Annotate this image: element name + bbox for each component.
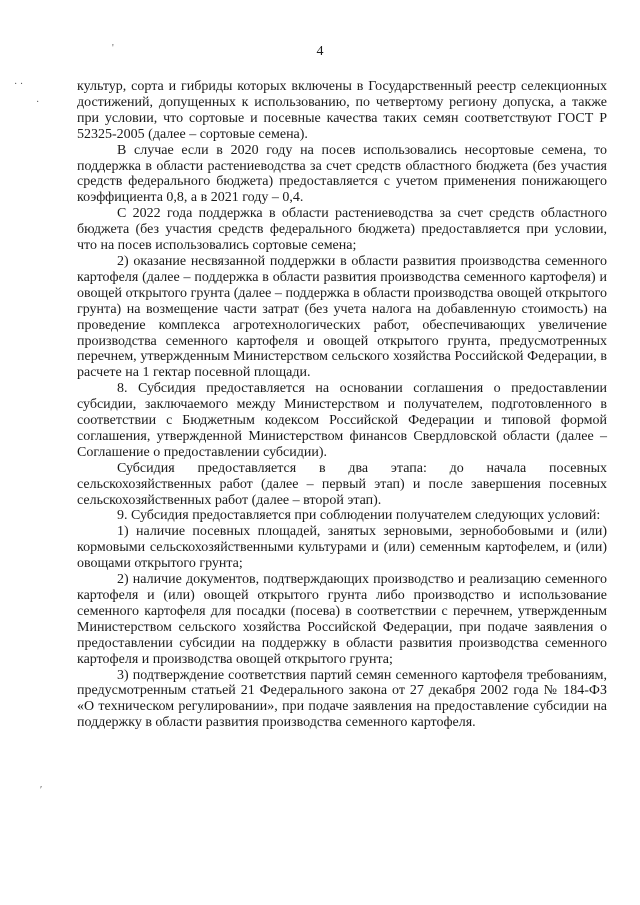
paragraph-4: 2) оказание несвязанной поддержки в области развития производства семенного картофеля (далее – поддержка в области развития производства семенного картофеля) и овощей открытого грунта (далее – поддержка в области производства овощей открытого грунта) на возмещение части затрат (без учета налога на добавленную стоимость) на проведение комплекса агротехнологических работ, обеспечивающих увеличение производства семенного картофеля и овощей открытого грунта, предусмотренных перечнем, утвержденным Министерством сельского хозяйства Российской Федерации, в расчете на 1 гектар посевной площади. [77, 253, 607, 381]
paragraph-3: С 2022 года поддержка в области растениеводства за счет средств областного бюджета (без участия средств федерального бюджета) предоставляется при условии, что на посев использовались сортовые семена; [77, 206, 607, 254]
paragraph-1: культур, сорта и гибриды которых включены в Государственный реестр селекционных достижений, допущенных к использованию, по четвертому региону допуска, а также при условии, что сортовые и посевные качества таких семян соответствуют ГОСТ Р 52325-2005 (далее – сортовые семена). [77, 79, 607, 142]
paragraph-2: В случае если в 2020 году на посев использовались несортовые семена, то поддержка в области растениеводства за счет средств областного бюджета (без участия средств федерального бюджета) предоставляется с учетом применения понижающего коэффициента 0,8, а в 2021 году – 0,4. [77, 142, 607, 206]
paragraph-10: 3) подтверждение соответствия партий семян семенного картофеля требованиям, предусмотренным статьей 21 Федерального закона от 27 декабря 2002 года № 184-ФЗ «О техническом регулировании», при подаче заявления на предоставление субсидии на поддержку в области развития производства семенного картофеля. [77, 667, 607, 731]
paragraph-9: 2) наличие документов, подтверждающих производство и реализацию семенного картофеля и (или) овощей открытого грунта либо производство и использование семенного картофеля для посадки (посева) в соответствии с перечнем, утвержденным Министерством сельского хозяйства Российской Федерации, при подаче заявления о предоставлении субсидии на поддержку в области развития производства семенного картофеля и производства овощей открытого грунта; [77, 572, 607, 667]
paragraph-7: 9. Субсидия предоставляется при соблюдении получателем следующих условий: [117, 508, 601, 524]
scan-mark: · · [14, 79, 24, 90]
paragraph-5: 8. Субсидия предоставляется на основании соглашения о предоставлении субсидии, заключаемого между Министерством и получателем, подготовленного в соответствии с Бюджетным кодексом Российской Федерации и типовой формой соглашения, утвержденной Министерством финансов Свердловской области (далее – Соглашение о предоставлении субсидии). [77, 381, 607, 460]
page-number: 4 [316, 44, 324, 59]
paragraph-8: 1) наличие посевных площадей, занятых зерновыми, зернобобовыми и (или) кормовыми сельскохозяйственными культурами и (или) семенным картофелем, и (или) овощами открытого грунта; [77, 524, 607, 572]
paragraph-6: Субсидия предоставляется в два этапа: до начала посевных сельскохозяйственных работ (далее – первый этап) и после завершения посевных сельскохозяйственных работ (далее – второй этап). [77, 460, 607, 508]
scan-mark: ' [112, 43, 114, 54]
scan-mark: · [36, 97, 40, 108]
scan-mark: ′ [40, 785, 43, 796]
document-body [77, 79, 607, 731]
